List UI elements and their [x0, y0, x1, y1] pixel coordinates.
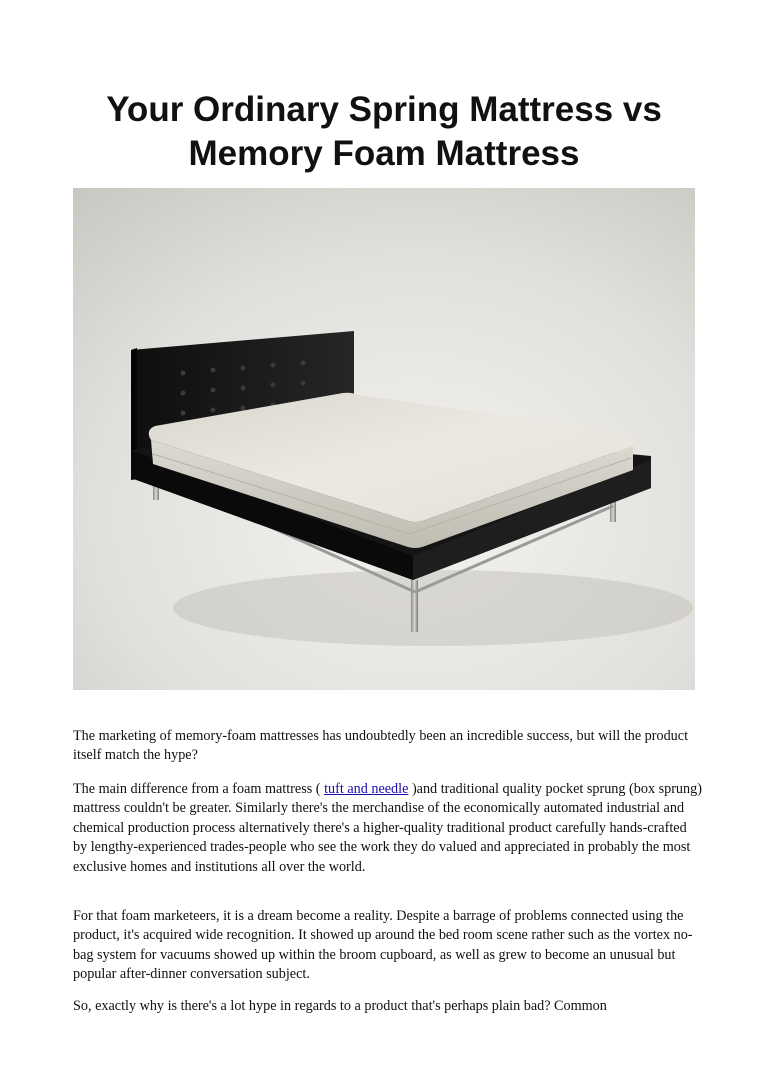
paragraph-difference [73, 780, 703, 877]
paragraph-text: The main difference from a foam mattress ( [73, 781, 325, 797]
page-title: Your Ordinary Spring Mattress vs Memory Foam Mattress [106, 90, 662, 173]
paragraph-hype: So, exactly why is there's a lot hype in regards to a product that's perhaps plain bad? Common [73, 998, 607, 1014]
bed-photo [73, 188, 695, 690]
tuft-and-needle-link[interactable]: tuft and needle [324, 781, 409, 797]
paragraph-intro: The marketing of memory-foam mattresses has undoubtedly been an incredible success, but will the product itself match the hype? [73, 728, 689, 764]
paragraph-text: )and traditional quality pocket sprung (box sprung) mattress couldn't be greater. Similarly there's the merchandise of the economically automated industrial and chemical production process alternatively there's a higher-quality traditional product carefully hands-crafted by lengthy-experienced trades-people who see the work they do valued and appreciated in probably the most exclusive homes and institutions all over the world. [73, 781, 702, 875]
floor-shadow [173, 570, 693, 646]
paragraph-marketeers: For that foam marketeers, it is a dream become a reality. Despite a barrage of problems connected using the product, it's acquired wide recognition. It showed up around the bed room scene rather such as the vortex no-bag system for vacuums showed up within the broom cupboard, as well as grew to become an unusual but popular after-dinner conversation subject. [73, 908, 693, 983]
